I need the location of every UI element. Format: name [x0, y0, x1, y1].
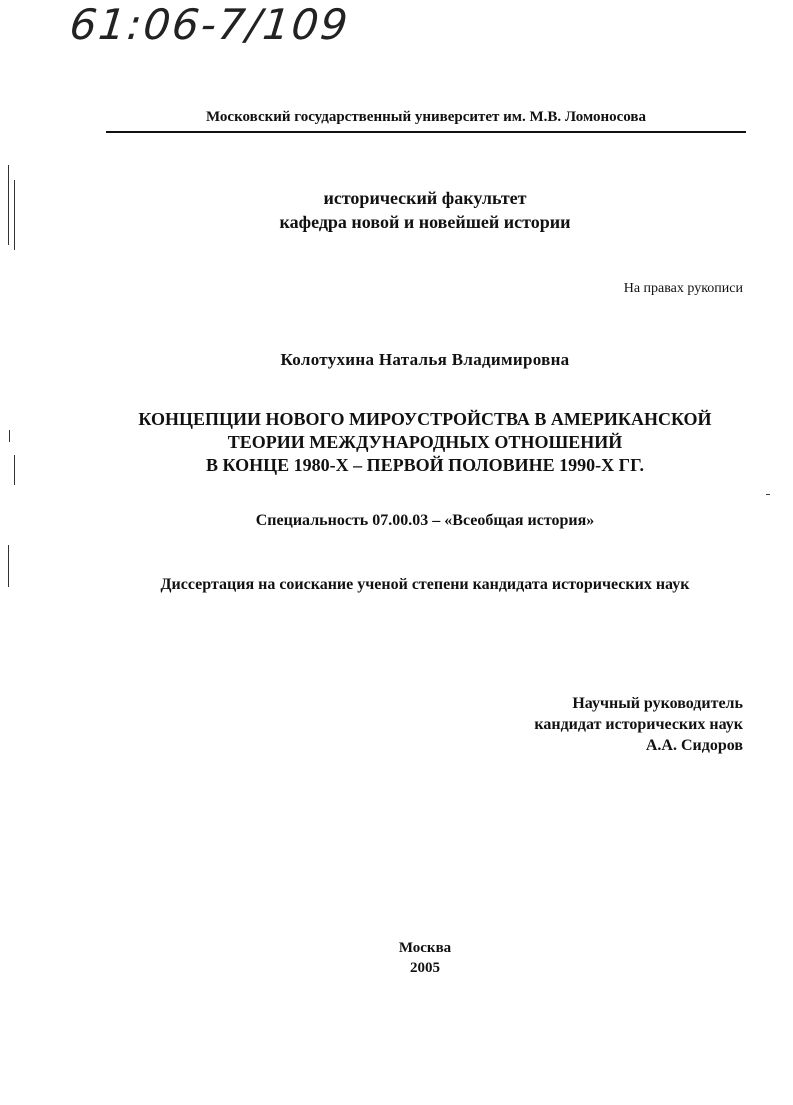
faculty-name: исторический факультет [323, 188, 527, 208]
scan-artifact [9, 430, 10, 442]
university-name: Московский государственный университет им. М.В. Ломоносова [205, 109, 647, 125]
title-line-2: ТЕОРИИ МЕЖДУНАРОДНЫХ ОТНОШЕНИЙ [227, 432, 623, 452]
specialty: Специальность 07.00.03 – «Всеобщая история» [255, 512, 595, 529]
scan-artifact [14, 180, 15, 250]
supervisor-role: Научный руководитель [572, 695, 743, 712]
manuscript-note: На правах рукописи [623, 281, 743, 296]
title-line-3: В КОНЦЕ 1980-Х – ПЕРВОЙ ПОЛОВИНЕ 1990-Х ГГ. [205, 455, 645, 475]
author-name: Колотухина Наталья Владимировна [280, 350, 570, 369]
scan-artifact [14, 455, 15, 485]
faculty-block [200, 186, 650, 234]
title-line-1: КОНЦЕПЦИИ НОВОГО МИРОУСТРОЙСТВА В АМЕРИКАНСКОЙ [138, 409, 712, 429]
department-name: кафедра новой и новейшей истории [279, 212, 571, 232]
year: 2005 [410, 960, 440, 976]
city: Москва [398, 940, 452, 956]
scan-artifact [766, 494, 770, 495]
scan-artifact [8, 165, 9, 245]
supervisor-degree: кандидат исторических наук [534, 716, 743, 733]
supervisor-name: А.А. Сидоров [645, 737, 743, 754]
archive-code-handwritten: 61:06-7/109 [67, 0, 352, 49]
dissertation-title [60, 408, 790, 477]
supervisor-block [534, 693, 743, 756]
scan-artifact [8, 545, 9, 587]
imprint [300, 938, 550, 978]
header-rule [106, 131, 746, 133]
degree-statement: Диссертация на соискание ученой степени кандидата исторических наук [160, 576, 690, 593]
